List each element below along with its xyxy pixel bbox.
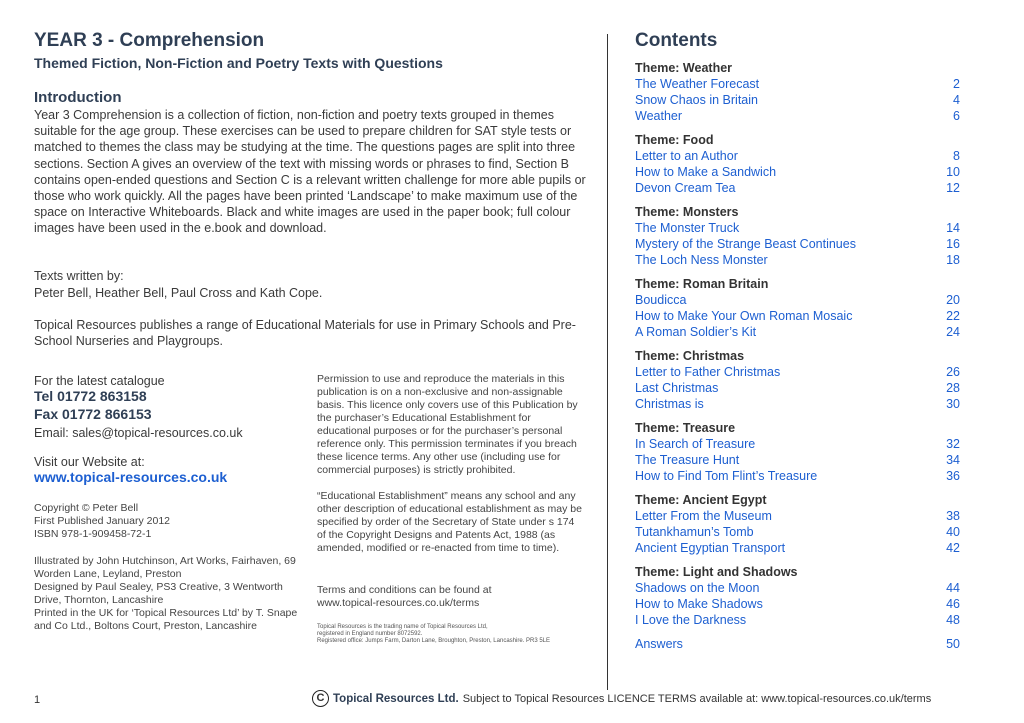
- contents-spacer: [635, 340, 960, 348]
- designed-by-text: Designed by Paul Sealey, PS3 Creative, 3 Wentworth Drive, Thornton, Lancashire: [34, 581, 283, 606]
- page-subtitle: Themed Fiction, Non-Fiction and Poetry Texts with Questions: [34, 55, 443, 71]
- educational-establishment-text: “Educational Establishment” means any school and any other description of educational establishment as may be specified by order of the Secretary of State under s 174 of the Copyright Designs and Patents Act, 1988 (as amended, modified or re-enacted from time to time).: [317, 490, 582, 554]
- first-published-text: First Published January 2012: [34, 515, 170, 527]
- contents-entry[interactable]: [635, 580, 960, 596]
- contents-entry[interactable]: [635, 164, 960, 180]
- contents-entry-page: 22: [946, 309, 960, 323]
- contents-entry-title[interactable]: A Roman Soldier’s Kit: [635, 325, 757, 339]
- visit-website-label: Visit our Website at:: [34, 455, 145, 469]
- contents-entry-title[interactable]: Snow Chaos in Britain: [635, 93, 758, 107]
- catalogue-label: For the latest catalogue: [34, 374, 165, 388]
- contents-entry-page: 46: [946, 597, 960, 611]
- copyright-icon: C: [312, 690, 329, 707]
- contents-entry-page: 34: [946, 453, 960, 467]
- contents-spacer: [635, 556, 960, 564]
- contents-entry[interactable]: [635, 76, 960, 92]
- contents-theme-heading: Theme: Food: [635, 133, 714, 147]
- contents-entry-title[interactable]: The Loch Ness Monster: [635, 253, 768, 267]
- contents-entry[interactable]: [635, 508, 960, 524]
- permission-text: Permission to use and reproduce the materials in this publication is on a non-exclusive and non-assignable basis. This licence only covers use of this Publication by the purchaser’s Educational Establishment for educational purposes or for the purchaser’s personal reference only. This permission terminates if you breach these licence terms. Any other use (including use for commercial purposes) is strictly prohibited.: [317, 373, 578, 476]
- trading-name-line-3: Registered office: Jumps Farm, Darton Lane, Broughton, Preston, Lancashire. PR3 5LE: [317, 638, 551, 644]
- contents-entry[interactable]: [635, 524, 960, 540]
- contents-entry-page: 28: [946, 381, 960, 395]
- contents-entry[interactable]: [635, 252, 960, 268]
- contents-spacer: [635, 268, 960, 276]
- authors-label: Texts written by:: [34, 269, 124, 283]
- contents-theme-heading: Theme: Light and Shadows: [635, 565, 798, 579]
- trading-name-line-1: Topical Resources is the trading name of Topical Resources Ltd,: [317, 624, 488, 630]
- footer-brand: Topical Resources Ltd.: [333, 692, 459, 705]
- page-number: 1: [34, 694, 41, 706]
- contents-entry-page: 50: [946, 637, 960, 651]
- contents-entry-page: 20: [946, 293, 960, 307]
- contents-entry-title[interactable]: Devon Cream Tea: [635, 181, 736, 195]
- terms-url[interactable]: www.topical-resources.co.uk/terms: [317, 597, 480, 609]
- contents-entry[interactable]: [635, 148, 960, 164]
- copyright-text: Copyright © Peter Bell: [34, 502, 139, 514]
- contents-entry-title[interactable]: In Search of Treasure: [635, 437, 756, 451]
- contents-entry-page: 12: [946, 181, 960, 195]
- contents-entry[interactable]: [635, 220, 960, 236]
- contents-entry-page: 32: [946, 437, 960, 451]
- introduction-text: Year 3 Comprehension is a collection of fiction, non-fiction and poetry texts grouped in themes suitable for the age group. These exercises can be used to prepare children for SAT style tests or matched to themes the class may be studying at the time. The questions pages are split into three sections. Section A gives an overview of the text with missing words or phrases to find, Section B contains open-ended questions and Section C is a relevant written challenge for more able pupils or those who work quickly. All the pages have been printed ‘Landscape’ to make maximum use of the space on Interactive Whiteboards. Black and white images are used in the paper book; full colour images have been used in the e.book and download.: [34, 108, 586, 236]
- trading-name-line-2: registered in England number 8072592.: [317, 631, 423, 637]
- contents-entry-page: 30: [946, 397, 960, 411]
- contents-theme-heading: Theme: Treasure: [635, 421, 736, 435]
- contents-heading: Contents: [635, 30, 718, 51]
- telephone-number: Tel 01772 863158: [34, 388, 147, 404]
- contents-entry[interactable]: [635, 108, 960, 124]
- contents-spacer: [635, 196, 960, 204]
- publisher-text: Topical Resources publishes a range of Educational Materials for use in Primary Schools and Pre-School Nurseries and Playgroups.: [34, 318, 576, 348]
- contents-entry[interactable]: [635, 364, 960, 380]
- contents-theme-heading: Theme: Weather: [635, 61, 733, 75]
- contents-entry-title[interactable]: Boudicca: [635, 293, 687, 307]
- contents-entry-page: 14: [946, 221, 960, 235]
- contents-entry-page: 8: [953, 149, 960, 163]
- contents-entry-page: 48: [946, 613, 960, 627]
- contents-entry-title[interactable]: Letter to Father Christmas: [635, 365, 781, 379]
- contents-entry-title[interactable]: Shadows on the Moon: [635, 581, 760, 595]
- footer: [312, 690, 931, 707]
- contents-theme-heading: Theme: Christmas: [635, 349, 745, 363]
- contents-theme-heading: Theme: Ancient Egypt: [635, 493, 767, 507]
- contents-entry-page: 18: [946, 253, 960, 267]
- contents-entry-title[interactable]: Ancient Egyptian Transport: [635, 541, 786, 555]
- contents-entry-title[interactable]: How to Make Shadows: [635, 597, 763, 611]
- contents-entry-title[interactable]: How to Find Tom Flint’s Treasure: [635, 469, 818, 483]
- contents-entry[interactable]: [635, 396, 960, 412]
- page-title: YEAR 3 - Comprehension: [34, 30, 265, 51]
- contents-entry-title[interactable]: Last Christmas: [635, 381, 719, 395]
- contents-entry-title[interactable]: Letter to an Author: [635, 149, 738, 163]
- contents-entry[interactable]: [635, 436, 960, 452]
- column-divider: [607, 34, 608, 690]
- introduction-heading: Introduction: [34, 89, 122, 106]
- contents-entry-title[interactable]: Letter From the Museum: [635, 509, 772, 523]
- contents-entry-title[interactable]: Answers: [635, 637, 683, 651]
- fax-number: Fax 01772 866153: [34, 406, 152, 422]
- contents-entry-answers[interactable]: [635, 636, 960, 652]
- contents-entry-page: 26: [946, 365, 960, 379]
- contents-entry-page: 42: [946, 541, 960, 555]
- printed-by-text: Printed in the UK for ‘Topical Resources Ltd’ by T. Snape and Co Ltd., Boltons Court, Preston, Lancashire: [34, 607, 298, 632]
- email-address[interactable]: Email: sales@topical-resources.co.uk: [34, 426, 243, 440]
- contents-entry-title[interactable]: Mystery of the Strange Beast Continues: [635, 237, 856, 251]
- contents-entry[interactable]: [635, 612, 960, 628]
- contents-entry-title[interactable]: How to Make a Sandwich: [635, 165, 777, 179]
- contents-spacer: [635, 412, 960, 420]
- contents-entry-title[interactable]: I Love the Darkness: [635, 613, 747, 627]
- contents-entry-page: 38: [946, 509, 960, 523]
- contents-theme-heading: Theme: Monsters: [635, 205, 739, 219]
- contents-entry[interactable]: [635, 468, 960, 484]
- contents-entry-title[interactable]: The Weather Forecast: [635, 77, 760, 91]
- contents-entry-title[interactable]: The Monster Truck: [635, 221, 740, 235]
- contents-entry[interactable]: [635, 380, 960, 396]
- footer-licence: Subject to Topical Resources LICENCE TERMS available at: www.topical-resources.co.uk/terms: [462, 692, 932, 705]
- contents-theme-heading: Theme: Roman Britain: [635, 277, 769, 291]
- contents-entry-title[interactable]: Weather: [635, 109, 683, 123]
- contents-list: [635, 60, 960, 652]
- contents-entry[interactable]: [635, 180, 960, 196]
- contents-entry-title[interactable]: Christmas is: [635, 397, 704, 411]
- contents-entry[interactable]: [635, 292, 960, 308]
- contents-entry-page: 36: [946, 469, 960, 483]
- contents-entry-page: 4: [953, 93, 960, 107]
- contents-entry-title[interactable]: How to Make Your Own Roman Mosaic: [635, 309, 853, 323]
- contents-entry[interactable]: [635, 452, 960, 468]
- contents-entry[interactable]: [635, 540, 960, 556]
- contents-entry-title[interactable]: Tutankhamun’s Tomb: [635, 525, 754, 539]
- contents-entry[interactable]: [635, 324, 960, 340]
- isbn-text: ISBN 978-1-909458-72-1: [34, 528, 152, 540]
- contents-entry[interactable]: [635, 236, 960, 252]
- contents-entry-page: 2: [953, 77, 960, 91]
- contents-spacer: [635, 484, 960, 492]
- contents-entry-page: 44: [946, 581, 960, 595]
- contents-entry-page: 24: [946, 325, 960, 339]
- contents-entry-page: 10: [946, 165, 960, 179]
- contents-entry[interactable]: [635, 92, 960, 108]
- terms-label: Terms and conditions can be found at: [317, 584, 492, 596]
- contents-spacer: [635, 628, 960, 636]
- contents-entry-page: 6: [953, 109, 960, 123]
- contents-spacer: [635, 124, 960, 132]
- contents-entry-page: 16: [946, 237, 960, 251]
- contents-entry[interactable]: [635, 308, 960, 324]
- contents-entry-page: 40: [946, 525, 960, 539]
- website-link[interactable]: www.topical-resources.co.uk: [34, 469, 228, 485]
- illustrated-by-text: Illustrated by John Hutchinson, Art Works, Fairhaven, 69 Worden Lane, Leyland, Preston: [34, 555, 296, 580]
- authors-text: Peter Bell, Heather Bell, Paul Cross and Kath Cope.: [34, 286, 323, 300]
- contents-entry-title[interactable]: The Treasure Hunt: [635, 453, 740, 467]
- contents-entry[interactable]: [635, 596, 960, 612]
